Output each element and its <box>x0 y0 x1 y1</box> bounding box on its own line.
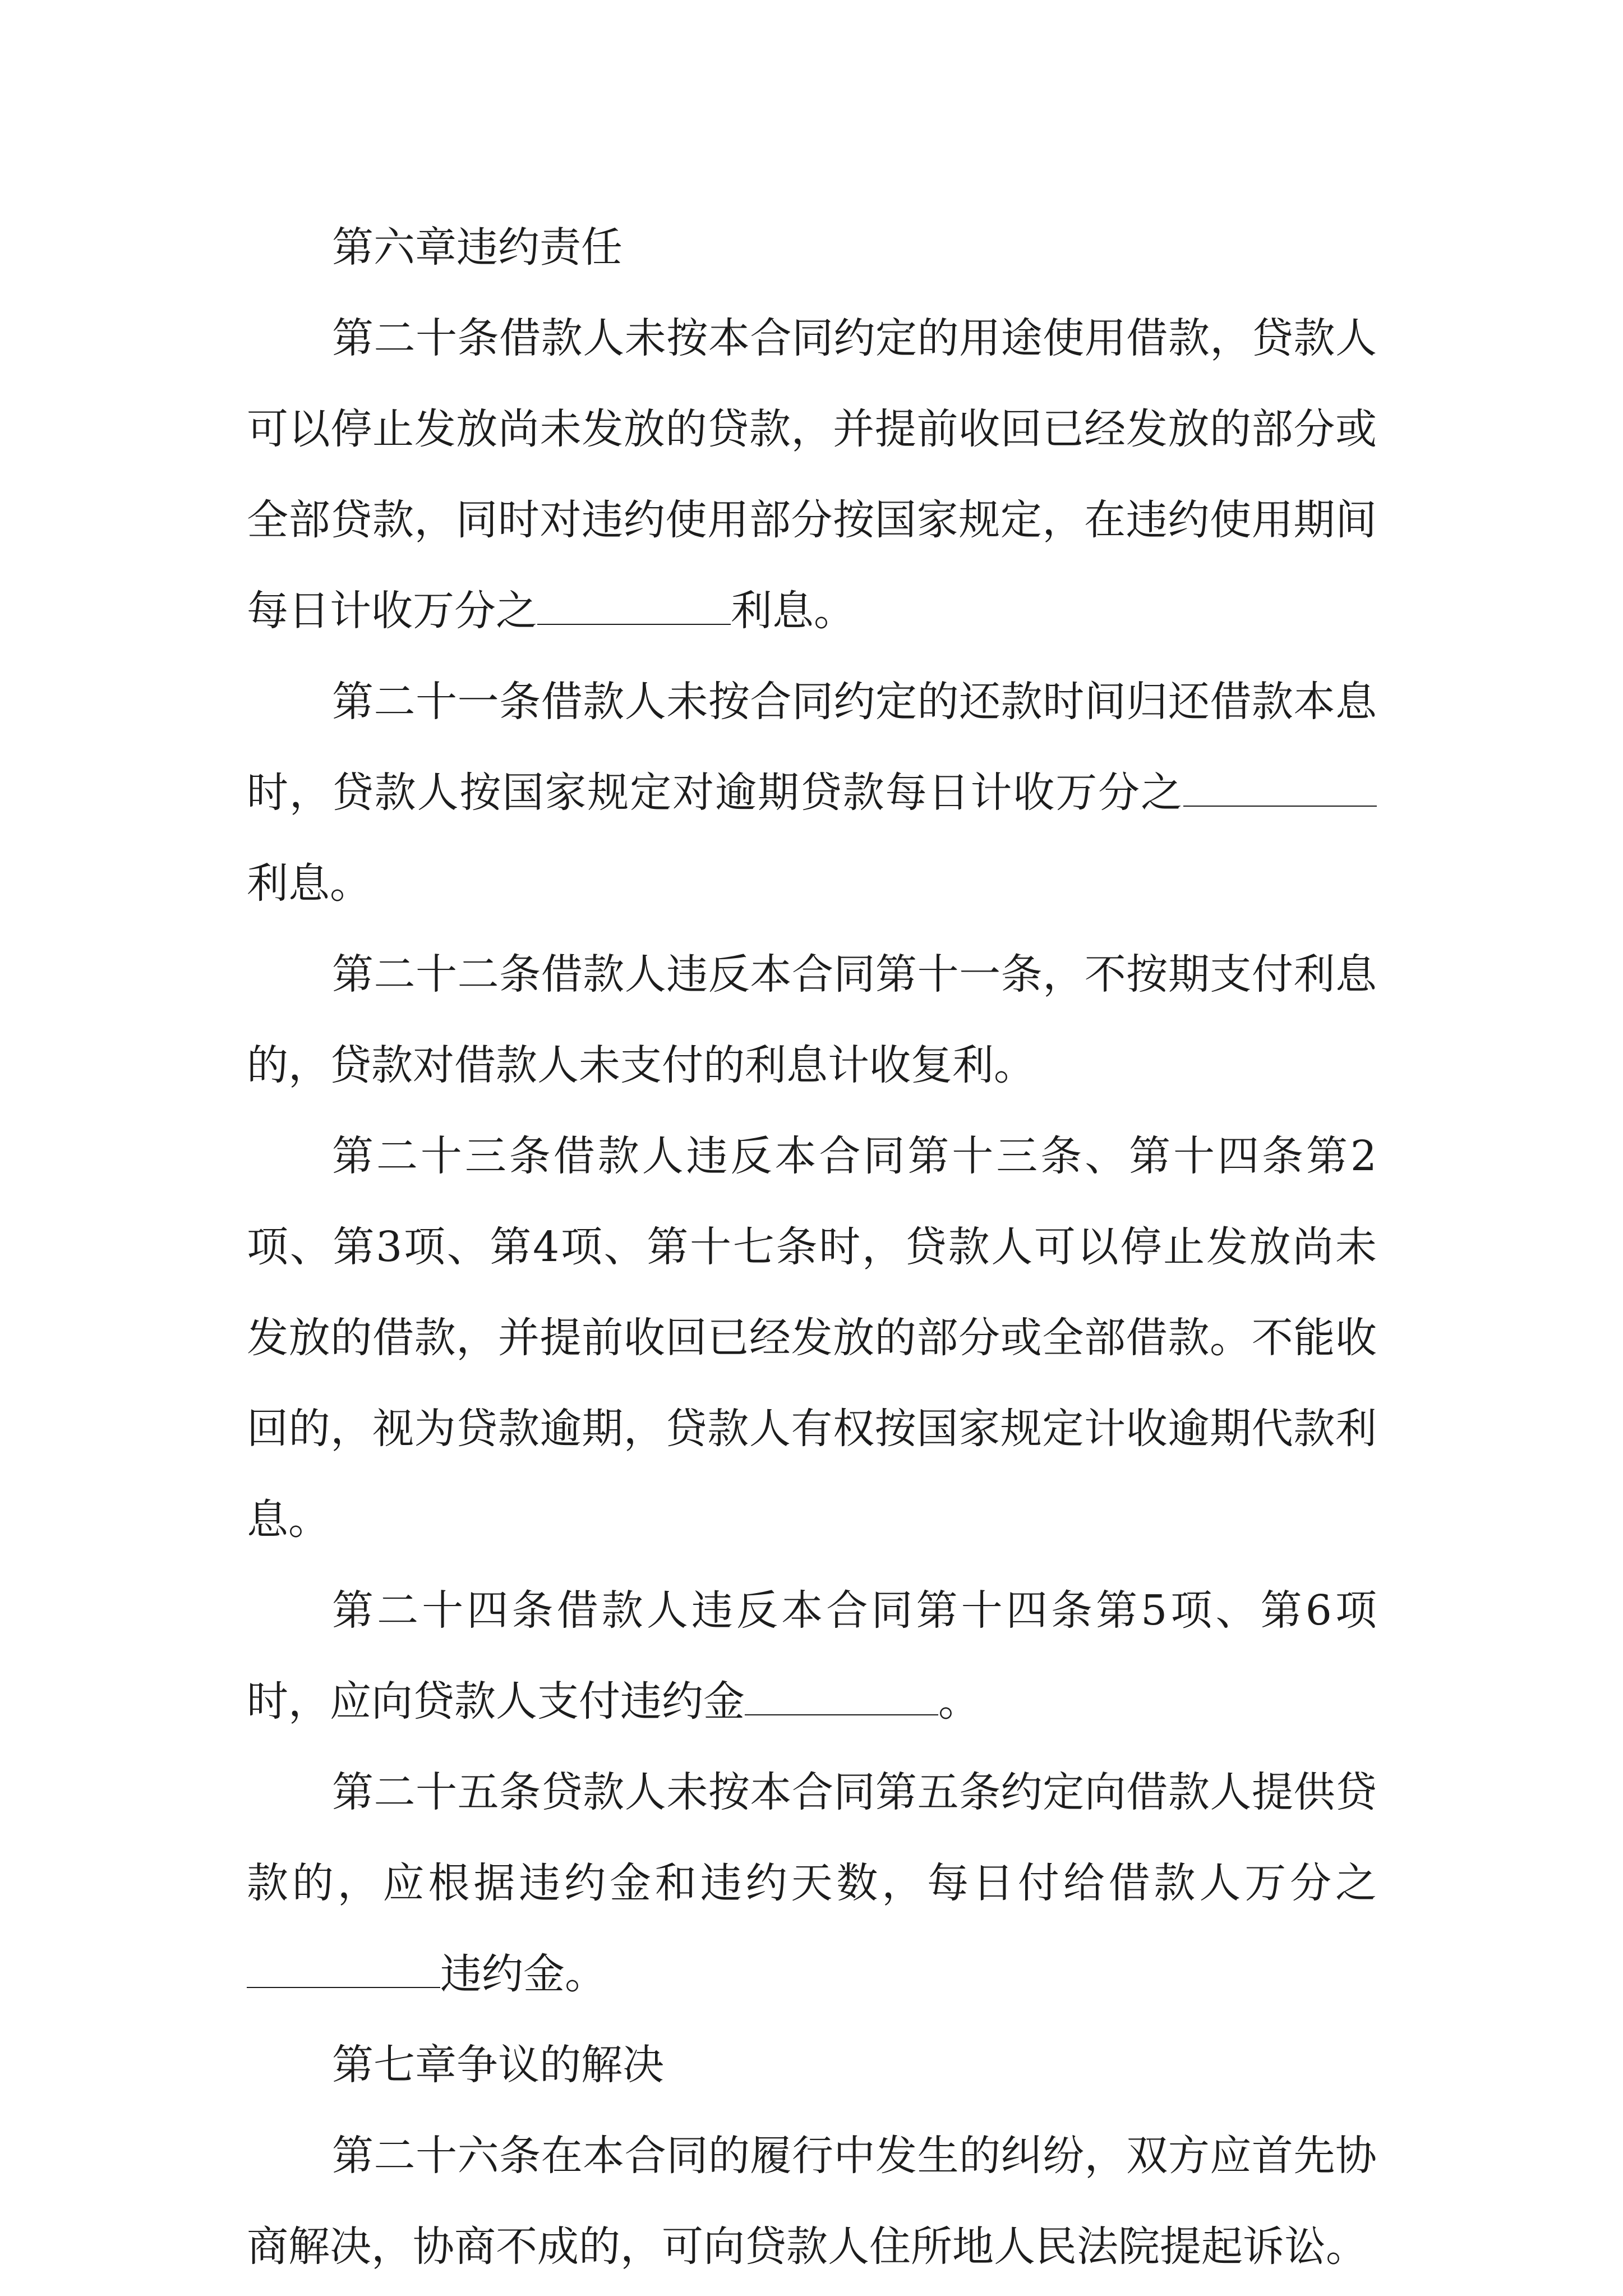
article-24-tail: 。 <box>938 1677 980 1726</box>
article-20 <box>247 293 1377 656</box>
article-24 <box>247 1565 1377 1747</box>
article-25-blank[interactable] <box>247 1985 440 1988</box>
article-20-text: 第二十条借款人未按本合同约定的用途使用借款，贷款人可以停止发放尚未发放的贷款，并提前收回已经发放的部分或全部贷款，同时对违约使用部分按国家规定，在违约使用期间每日计收万分之 <box>247 314 1377 635</box>
article-21 <box>247 656 1377 929</box>
article-21-blank[interactable] <box>1183 803 1377 807</box>
document-page <box>247 202 1377 2292</box>
article-24-text: 第二十四条借款人违反本合同第十四条第5项、第6项时，应向贷款人支付违约金 <box>247 1586 1377 1726</box>
article-25-tail: 违约金。 <box>440 1950 606 1998</box>
article-23: 第二十三条借款人违反本合同第十三条、第十四条第2项、第3项、第4项、第十七条时，贷款人可以停止发放尚未发放的借款，并提前收回已经发放的部分或全部借款。不能收回的，视为贷款逾期，贷款人有权按国家规定计收逾期代款利息。 <box>247 1132 1377 1544</box>
article-26: 第二十六条在本合同的履行中发生的纠纷，双方应首先协商解决，协商不成的，可向贷款人住所地人民法院提起诉讼。 <box>247 2132 1377 2271</box>
article-25 <box>247 1747 1377 2019</box>
article-21-text: 第二十一条借款人未按合同约定的还款时间归还借款本息时，贷款人按国家规定对逾期贷款每日计收万分之 <box>247 678 1377 817</box>
article-20-tail: 利息。 <box>731 587 855 635</box>
chapter-6-heading: 第六章违约责任 <box>332 223 623 272</box>
article-24-blank[interactable] <box>745 1712 938 1715</box>
article-21-tail: 利息。 <box>247 859 371 908</box>
article-20-blank[interactable] <box>537 622 731 625</box>
article-25-text: 第二十五条贷款人未按本合同第五条约定向借款人提供贷款的，应根据违约金和违约天数，每日付给借款人万分之 <box>247 1768 1377 1907</box>
chapter-7-heading: 第七章争议的解决 <box>332 2041 664 2089</box>
article-22: 第二十二条借款人违反本合同第十一条，不按期支付利息的，贷款对借款人未支付的利息计收复利。 <box>247 950 1377 1089</box>
